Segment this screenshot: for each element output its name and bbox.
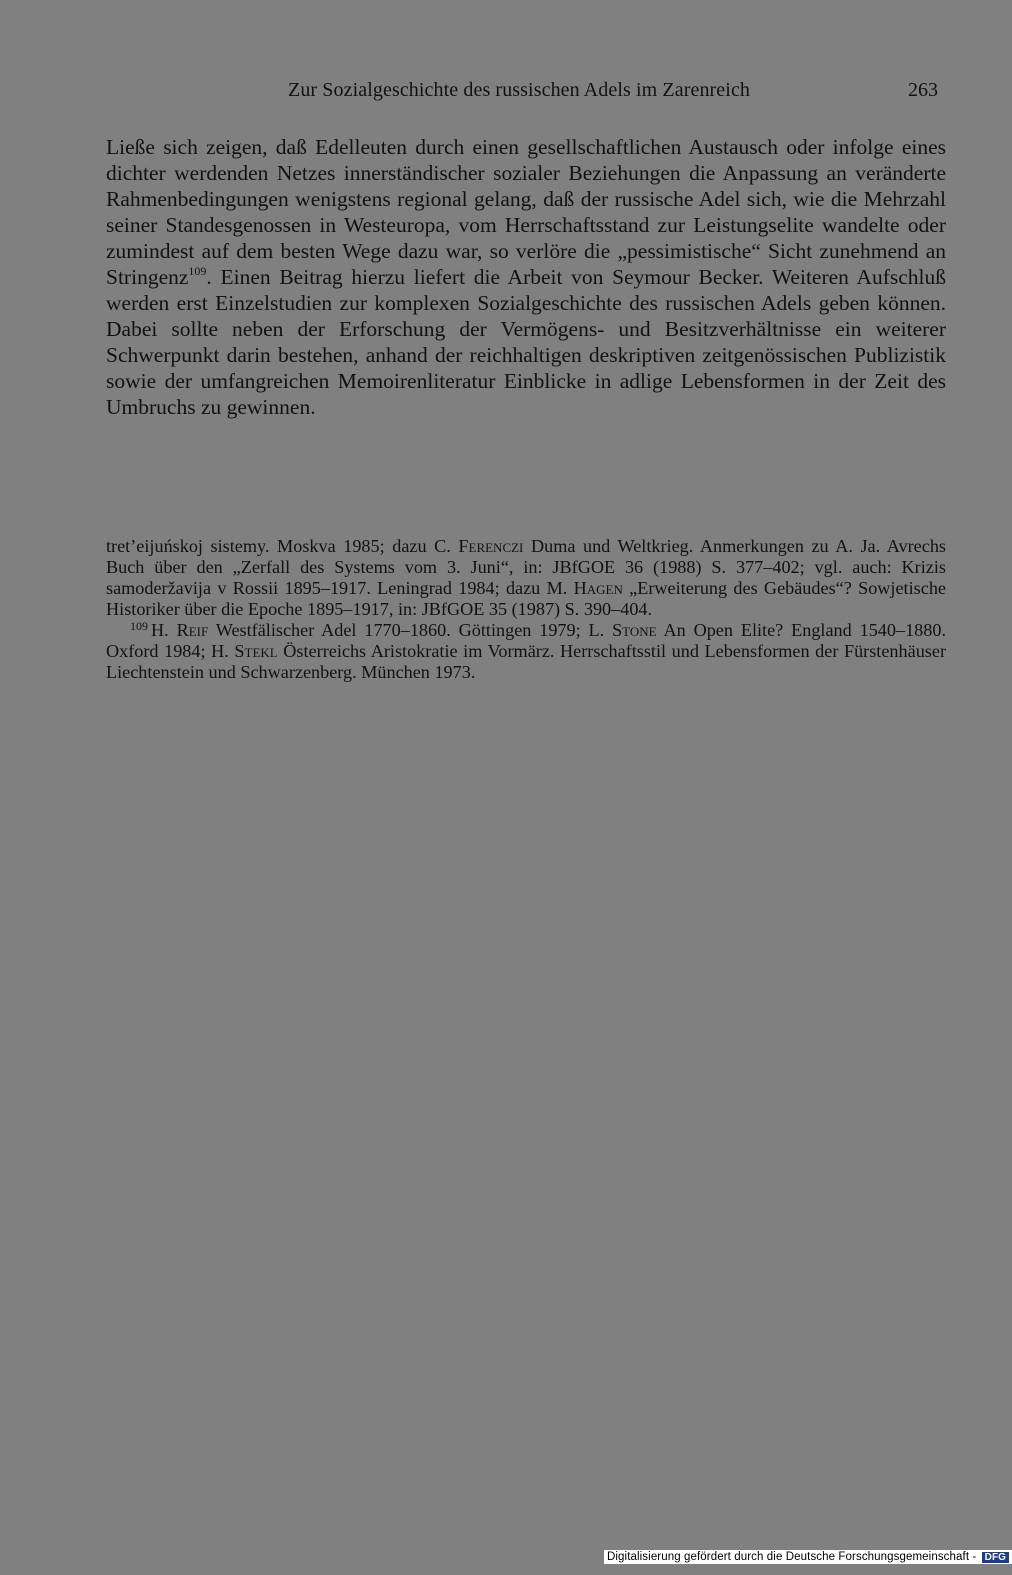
dfg-logo: DFG	[982, 1552, 1009, 1563]
footnotes-section	[106, 536, 946, 683]
footnote-text: tret’eijuńskoj sistemy. Moskva 1985; dazu C.	[106, 536, 459, 556]
body-paragraph	[106, 134, 946, 420]
footnote-text: An Open Elite? England 1540–1880. Oxford 1984; H.	[106, 620, 946, 661]
footnote-text: „Erweiterung des Gebäudes“? Sowjetische Historiker über die Epoche 1895–1917, in: JBfGOE 35 (1987) S. 390–404.	[106, 578, 946, 619]
footnote-109	[106, 620, 946, 683]
body-text-part2: . Einen Beitrag hierzu liefert die Arbeit von Seymour Becker. Weiteren Aufschluß werden erst Einzelstudien zur komplexen Sozialgeschichte des russischen Adels geben können. Dabei sollte neben der Erforschung der Vermögens- und Besitzverhältnisse ein weiterer Schwerpunkt darin bestehen, anhand der reichhaltigen deskriptiven zeitgenössischen Publizistik sowie der umfangreichen Memoirenliteratur Einblicke in adlige Lebensformen in der Zeit des Umbruchs zu gewinnen.	[106, 265, 946, 419]
footnote-reference-109[interactable]: 109	[188, 264, 207, 278]
running-header-title: Zur Sozialgeschichte des russischen Adels im Zarenreich	[288, 79, 751, 101]
footnote-text: Österreichs Aristokratie im Vormärz. Herrschaftsstil und Lebensformen der Fürstenhäuser Liechtenstein und Schwarzenberg. München 1973.	[106, 641, 946, 682]
footnote-text: Duma und Weltkrieg. Anmerkungen zu A. Ja. Avrechs Buch über den „Zerfall des Systems vom 3. Juni“, in: JBfGOE 36 (1988) S. 377–402; vgl. auch: Krizis samoderžavija v Rossii 1895–1917. Leningrad 1984; dazu M.	[106, 536, 946, 598]
footnote-text: H.	[151, 620, 177, 640]
footnote-author: Ferenczi	[458, 536, 524, 556]
footnote-text: Westfälischer Adel 1770–1860. Göttingen 1979; L.	[208, 620, 613, 640]
digitization-credit	[604, 1550, 1012, 1564]
body-text-part1: Ließe sich zeigen, daß Edelleuten durch einen gesellschaftlichen Austausch oder infolge eines dichter werdenden Netzes innerständischer sozialer Beziehungen die Anpassung an veränderte Rahmenbedingungen wenigstens regional gelang, daß der russische Adel sich, wie die Mehrzahl seiner Standesgenossen in Westeuropa, vom Herrschaftsstand zur Leistungselite wandelte oder zumindest auf dem besten Wege dazu war, so verlöre die „pessimistische“ Sicht zunehmend an Stringenz	[106, 135, 946, 289]
credit-text: Digitalisierung gefördert durch die Deutsche Forschungsgemeinschaft -	[607, 1551, 977, 1563]
footnote-author: Reif	[176, 620, 209, 640]
footnote-108-continuation	[106, 536, 946, 620]
footnote-author: Hagen	[573, 578, 623, 598]
page-number: 263	[908, 79, 938, 101]
footnote-author: Stone	[612, 620, 657, 640]
footnote-author: Stekl	[234, 641, 278, 661]
footnote-number: 109	[130, 619, 148, 633]
